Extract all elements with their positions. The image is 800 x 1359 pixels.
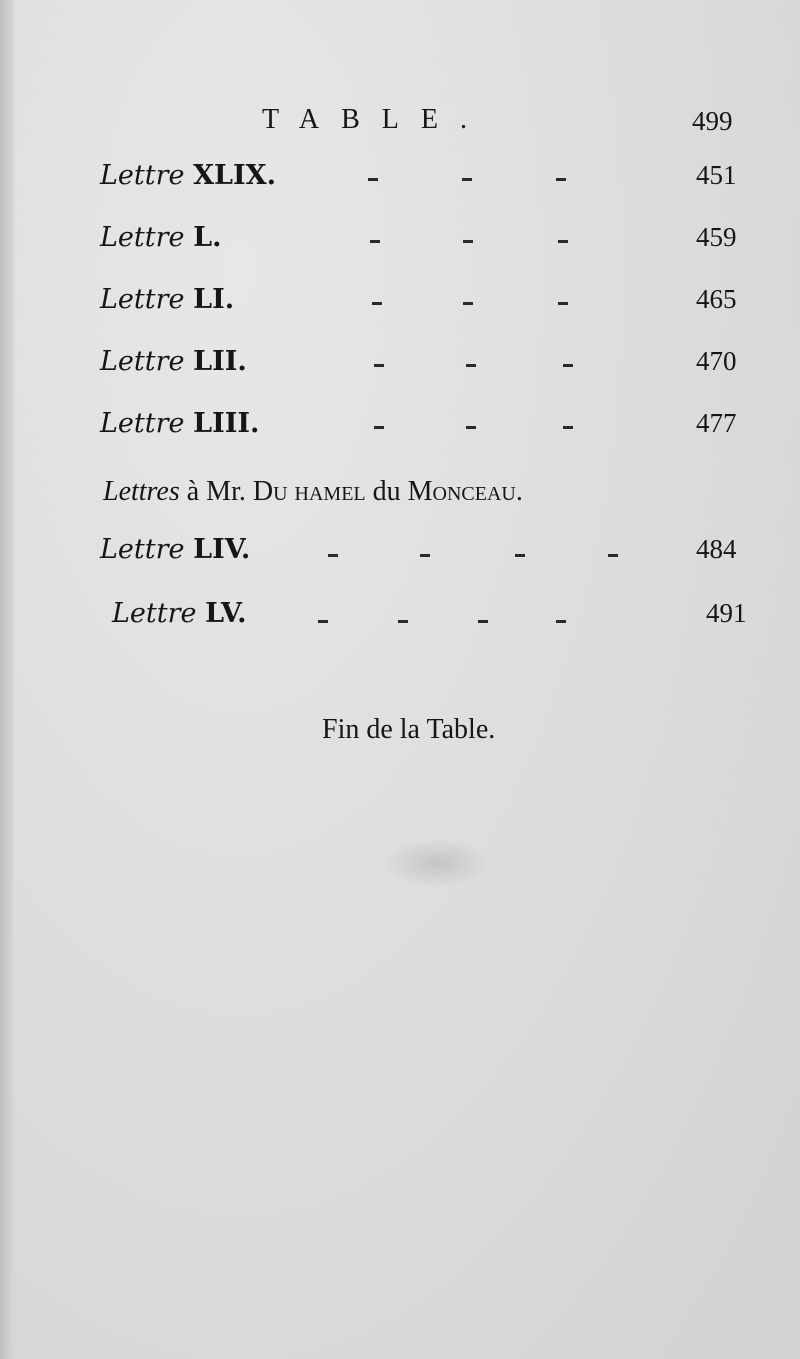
toc-entry [0,408,800,452]
leader-dash [556,178,566,181]
ink-smudge [382,838,492,888]
leader-dash [563,364,573,367]
leader-dash [463,302,473,305]
toc-entry [0,284,800,328]
entry-numeral: LII. [193,346,247,377]
entry-numeral: LIV. [193,534,251,565]
leader-dash [558,240,568,243]
leader-dash [466,364,476,367]
toc-entry [0,160,800,204]
leader-dash [420,554,430,557]
entry-page: 491 [706,598,747,628]
leader-dash [398,620,408,623]
entry-label [100,408,259,439]
entry-title: Lettre [100,160,185,191]
section-particle: du [372,476,401,507]
section-heading [103,476,523,508]
leader-dash [462,178,472,181]
toc-entry [0,534,800,578]
leader-dash [318,620,328,623]
leader-dash [515,554,525,557]
end-of-table: Fin de la Table. [322,714,496,745]
section-place: Monceau. [407,476,523,507]
section-middle: à Mr. [186,476,246,507]
toc-entry [0,598,800,642]
entry-page: 477 [696,408,737,438]
entry-numeral: L. [193,222,222,253]
leader-dash [368,178,378,181]
toc-entry [0,346,800,390]
leader-dash [374,364,384,367]
entry-title: Lettre [112,598,197,629]
leader-dash [556,620,566,623]
entry-label [100,222,221,253]
entry-numeral: LV. [205,598,247,629]
entry-page: 465 [696,284,737,314]
page-number: 499 [692,106,733,136]
entry-page: 484 [696,534,737,564]
toc-entry [0,222,800,266]
entry-label [100,284,234,315]
leader-dash [466,426,476,429]
entry-page: 470 [696,346,737,376]
entry-page: 459 [696,222,737,252]
leader-dash [478,620,488,623]
section-name: Du hamel [252,476,366,507]
entry-label [100,534,250,565]
running-title: TABLE. [262,104,489,135]
entry-label [112,598,247,629]
leader-dash [374,426,384,429]
entry-title: Lettre [100,222,185,253]
leader-dash [608,554,618,557]
entry-numeral: LIII. [193,408,260,439]
leader-dash [328,554,338,557]
entry-title: Lettre [100,284,185,315]
entry-numeral: LI. [193,284,235,315]
entry-label [100,346,247,377]
entry-label [100,160,276,191]
entry-page: 451 [696,160,737,190]
entry-title: Lettre [100,534,185,565]
leader-dash [370,240,380,243]
entry-title: Lettre [100,408,185,439]
entry-title: Lettre [100,346,185,377]
entry-numeral: XLIX. [193,160,277,191]
leader-dash [372,302,382,305]
leader-dash [563,426,573,429]
leader-dash [463,240,473,243]
section-prefix: Lettres [103,476,180,507]
leader-dash [558,302,568,305]
